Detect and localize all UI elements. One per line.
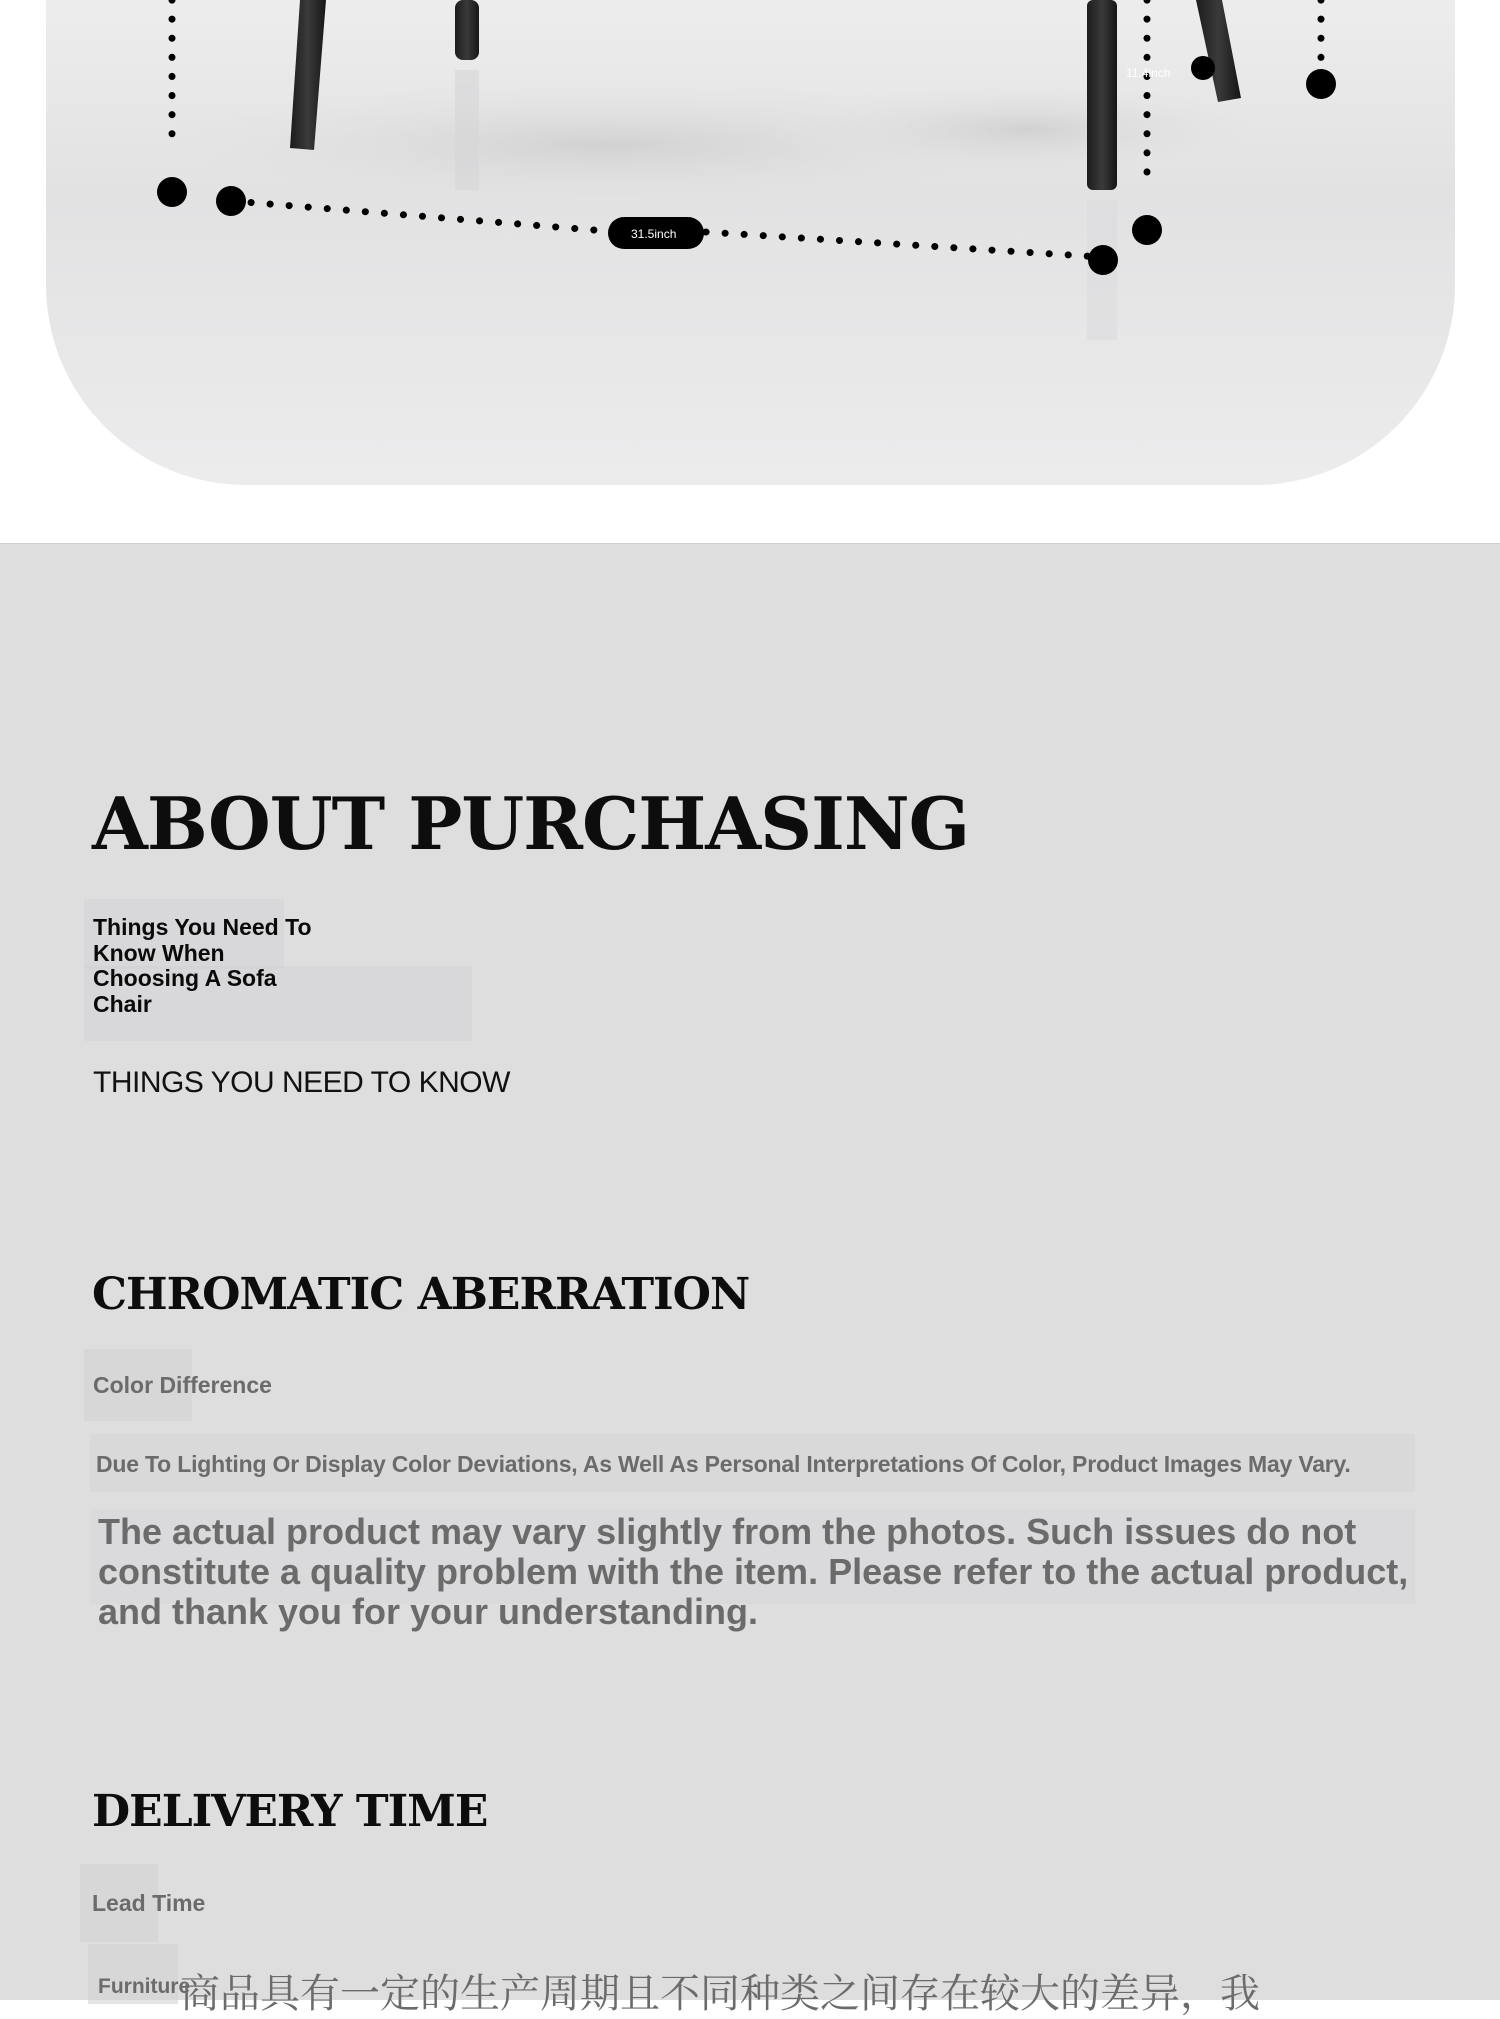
chair-leg — [1196, 0, 1241, 102]
section-title: ABOUT PURCHASING — [92, 781, 970, 866]
lead-time-tag: Lead Time — [92, 1890, 206, 1916]
delivery-time-heading: DELIVERY TIME — [92, 1786, 488, 1837]
chromatic-aberration-heading: CHROMATIC ABERRATION — [92, 1269, 750, 1320]
depth-label: 11.4inch — [1126, 66, 1171, 80]
product-image-section — [0, 0, 1500, 543]
things-heading-line2: Choosing A Sofa Chair — [93, 965, 277, 1017]
things-subtitle: THINGS YOU NEED TO KNOW — [93, 1066, 510, 1099]
things-heading-line1: Things You Need To Know When — [93, 914, 312, 966]
measure-endpoint — [157, 177, 187, 207]
color-disclaimer-text: The actual product may vary slightly from the photos. Such issues do not constitute a quality problem with the item. Please refer to the actual product, and thank you for your understanding. — [98, 1511, 1409, 1632]
chair-legs-illustration — [46, 0, 1455, 485]
measure-endpoint — [1306, 69, 1336, 99]
color-difference-tag: Color Difference — [93, 1372, 272, 1398]
delivery-description: 商品具有一定的生产周期且不同种类之间存在较大的差异，我 — [180, 1971, 1260, 2017]
chair-leg — [1087, 0, 1117, 190]
measure-endpoint — [1191, 56, 1215, 80]
furniture-tag: Furniture — [98, 1975, 191, 1998]
width-label: 31.5inch — [631, 227, 677, 241]
chair-leg — [455, 0, 479, 60]
measure-endpoint — [1132, 215, 1162, 245]
measure-endpoint — [216, 186, 246, 216]
color-deviation-note: Due To Lighting Or Display Color Deviations, As Well As Personal Interpretations Of Color, Product Images May Vary. — [96, 1451, 1351, 1477]
measure-endpoint — [1088, 245, 1118, 275]
purchase-info-section — [0, 543, 1500, 2017]
product-dimension-image — [46, 0, 1455, 485]
